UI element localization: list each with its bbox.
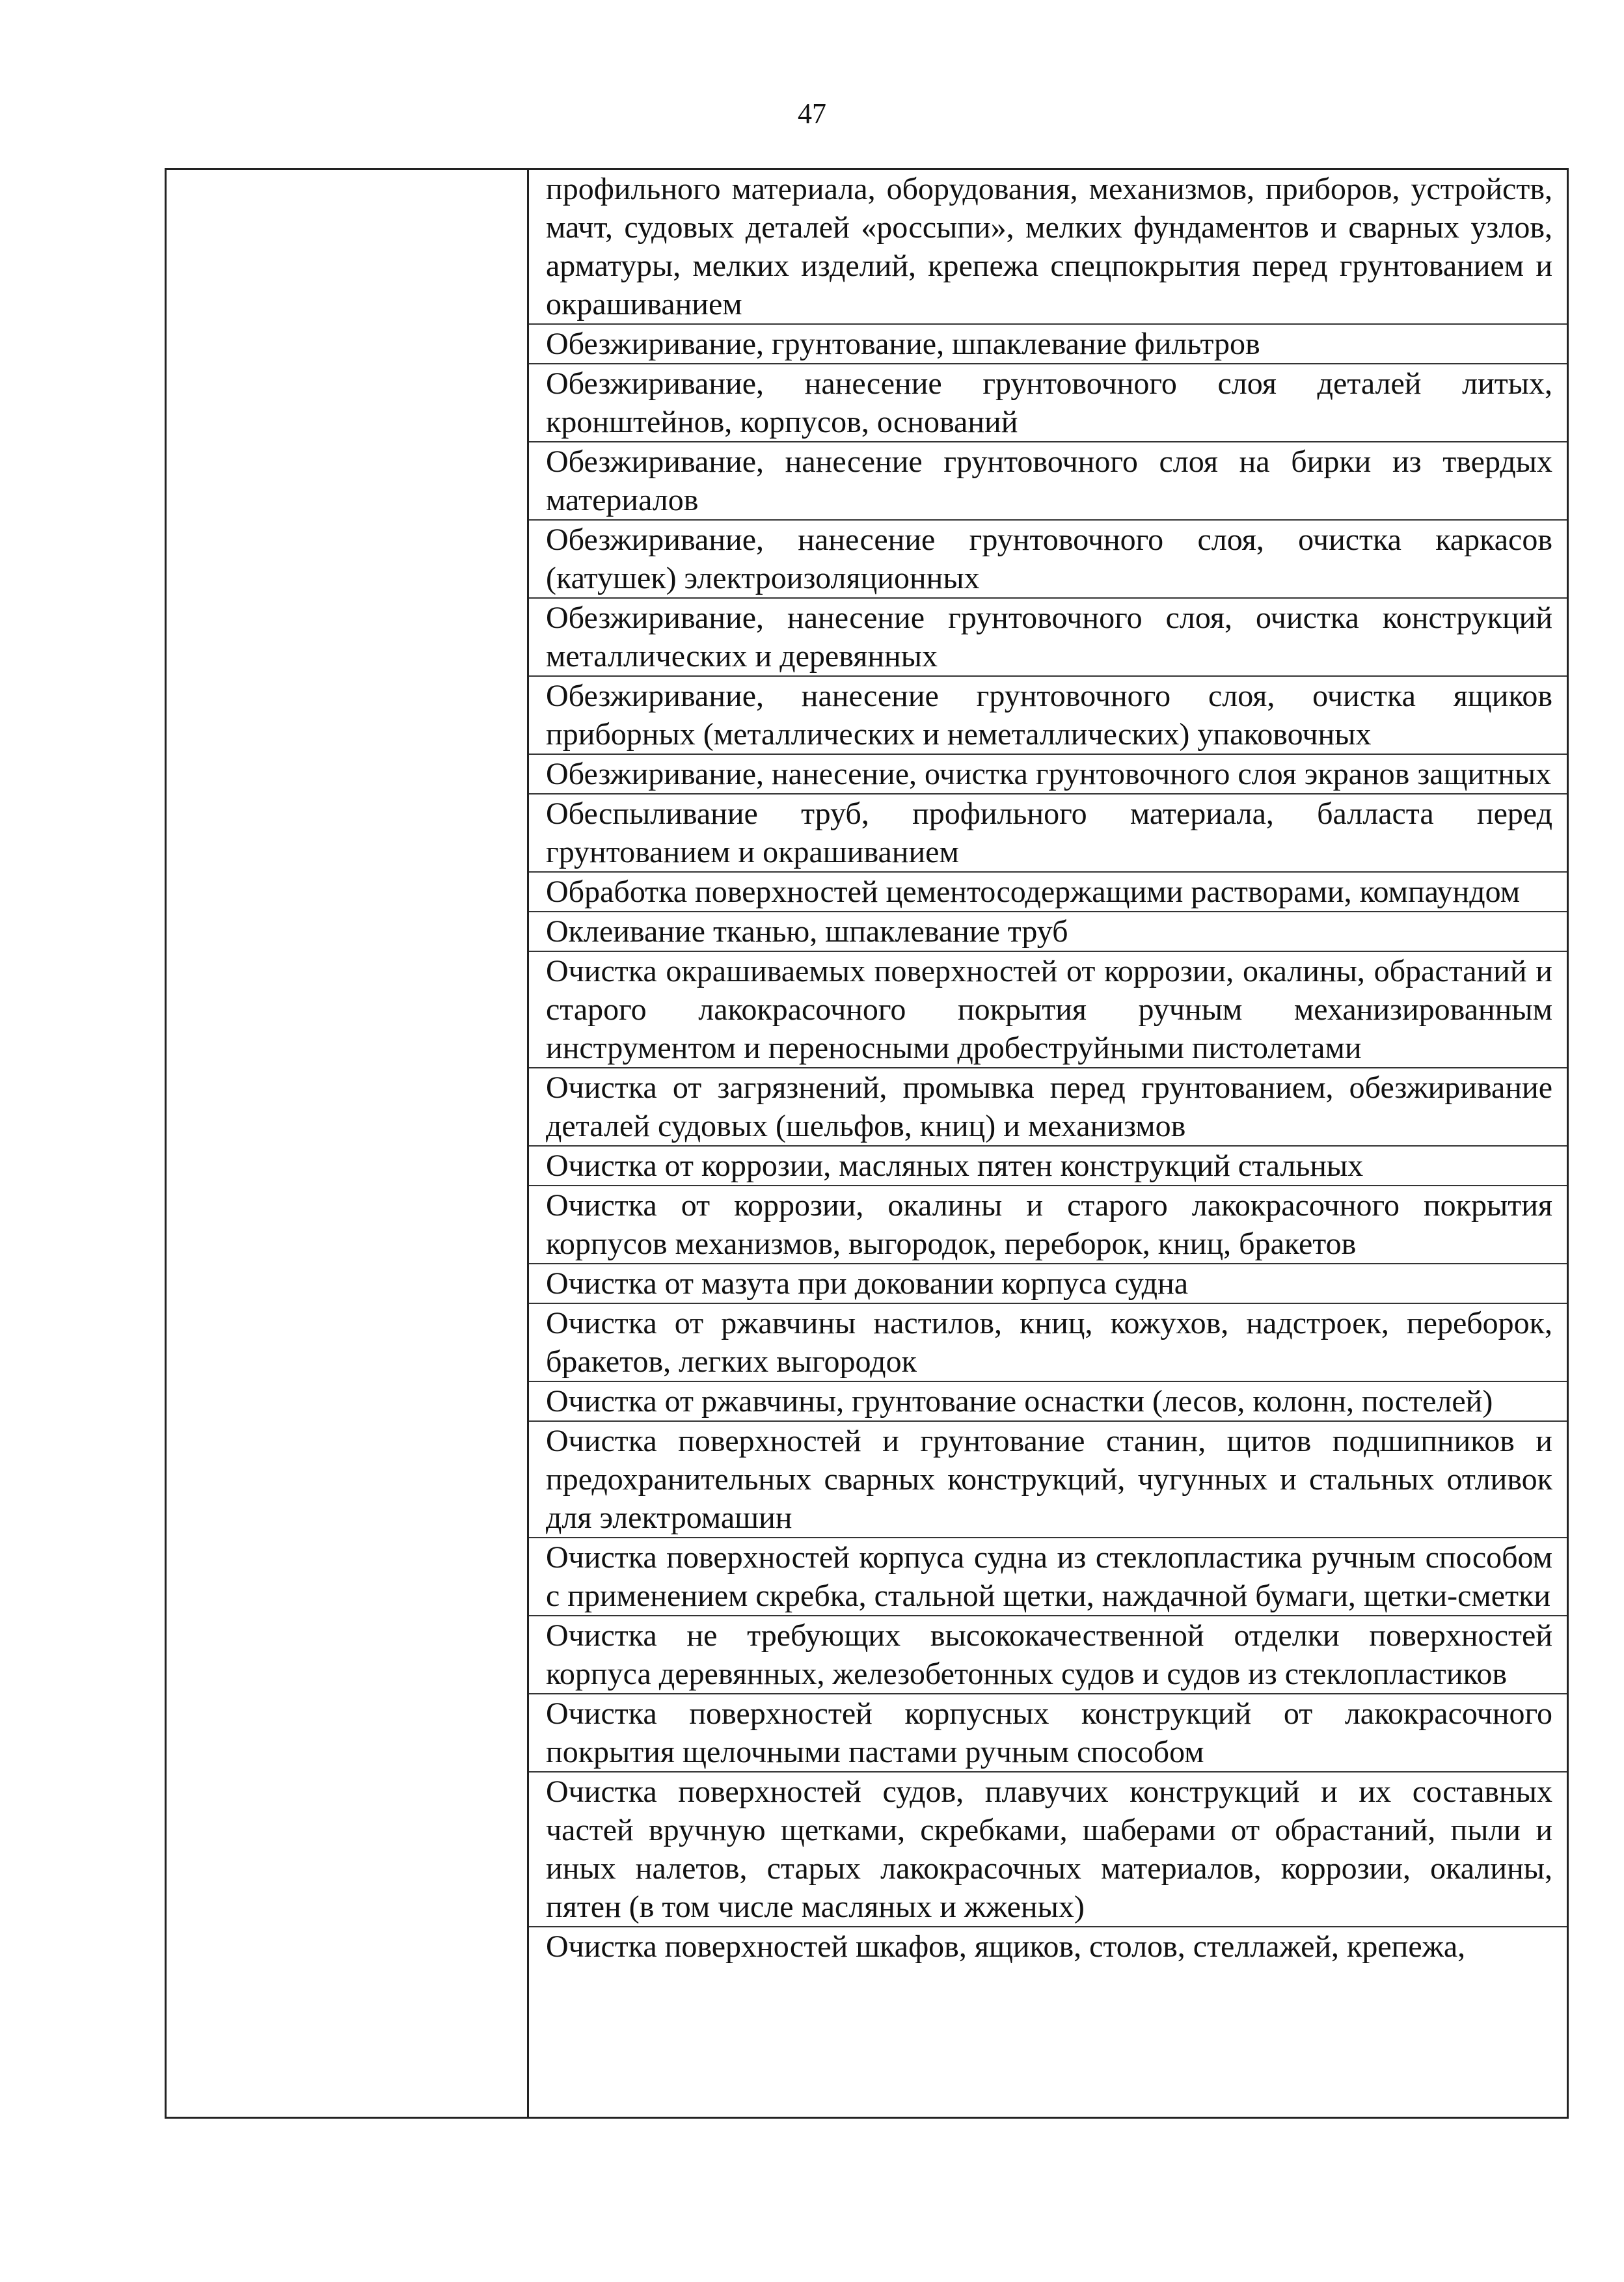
table-row bbox=[529, 873, 1567, 912]
table-row bbox=[529, 364, 1567, 442]
row-text: Очистка поверхностей судов, плавучих конструкций и их составных частей вручную щетками, скребками, шаберами от обрастаний, пыли и иных налетов, старых лакокрасочных материалов, коррозии, окалины, пятен (в том числе масляных и жженых) bbox=[546, 1774, 1552, 1924]
table-row bbox=[529, 170, 1567, 325]
table-row bbox=[529, 1538, 1567, 1616]
row-text: Очистка окрашиваемых поверхностей от коррозии, окалины, обрастаний и старого лакокрасочного покрытия ручным механизированным инструментом и переносными дробеструйными пистолетами bbox=[546, 954, 1552, 1065]
table-row bbox=[529, 1304, 1567, 1382]
table-row bbox=[529, 599, 1567, 677]
row-text: Очистка от мазута при доковании корпуса судна bbox=[546, 1266, 1189, 1301]
row-text: Очистка от коррозии, окалины и старого лакокрасочного покрытия корпусов механизмов, выгородок, переборок, книц, бракетов bbox=[546, 1188, 1552, 1261]
table-row bbox=[529, 1773, 1567, 1927]
row-text: Обезжиривание, грунтование, шпаклевание фильтров bbox=[546, 327, 1260, 361]
row-text: Очистка поверхностей корпусных конструкций от лакокрасочного покрытия щелочными пастами ручным способом bbox=[546, 1696, 1552, 1769]
table-row bbox=[529, 912, 1567, 952]
table-left-column bbox=[167, 170, 529, 2117]
table-row bbox=[529, 521, 1567, 599]
work-types-table bbox=[165, 168, 1569, 2119]
table-row bbox=[529, 952, 1567, 1068]
row-text: Оклеивание тканью, шпаклевание труб bbox=[546, 914, 1068, 949]
row-text: Очистка поверхностей и грунтование станин, щитов подшипников и предохранительных сварных конструкций, чугунных и стальных отливок для электромашин bbox=[546, 1424, 1552, 1535]
row-text: Очистка от ржавчины, грунтование оснастки (лесов, колонн, постелей) bbox=[546, 1384, 1493, 1419]
row-text: профильного материала, оборудования, механизмов, приборов, устройств, мачт, судовых деталей «россыпи», мелких фундаментов и сварных узлов, арматуры, мелких изделий, крепежа спецпокрытия перед грунтованием и окрашиванием bbox=[546, 172, 1552, 321]
table-row bbox=[529, 1147, 1567, 1186]
table-row bbox=[529, 442, 1567, 521]
table-row bbox=[529, 1382, 1567, 1422]
row-text: Очистка от ржавчины настилов, книц, кожухов, надстроек, переборок, бракетов, легких выгородок bbox=[546, 1306, 1552, 1379]
row-text: Обработка поверхностей цементосодержащими растворами, компаундом bbox=[546, 875, 1521, 909]
row-text: Очистка от загрязнений, промывка перед грунтованием, обезжиривание деталей судовых (шельфов, книц) и механизмов bbox=[546, 1070, 1552, 1143]
row-text: Обезжиривание, нанесение грунтовочного слоя деталей литых, кронштейнов, корпусов, оснований bbox=[546, 366, 1552, 439]
table-row bbox=[529, 1422, 1567, 1538]
table-row bbox=[529, 1186, 1567, 1264]
table-row bbox=[529, 1068, 1567, 1147]
row-text: Обеспыливание труб, профильного материала, балласта перед грунтованием и окрашиванием bbox=[546, 796, 1552, 869]
table-row bbox=[529, 1694, 1567, 1773]
table-row bbox=[529, 755, 1567, 795]
row-text: Очистка поверхностей шкафов, ящиков, столов, стеллажей, крепежа, bbox=[546, 1929, 1466, 1964]
table-row bbox=[529, 795, 1567, 873]
table-right-column bbox=[529, 170, 1567, 2117]
row-text: Обезжиривание, нанесение грунтовочного слоя, очистка каркасов (катушек) электроизоляционных bbox=[546, 523, 1552, 595]
table-row bbox=[529, 1264, 1567, 1304]
table-row bbox=[529, 1927, 1567, 1966]
table-row bbox=[529, 325, 1567, 364]
row-text: Обезжиривание, нанесение грунтовочного слоя, очистка конструкций металлических и деревянных bbox=[546, 601, 1552, 673]
row-text: Очистка от коррозии, масляных пятен конструкций стальных bbox=[546, 1148, 1364, 1183]
table-row bbox=[529, 677, 1567, 755]
row-text: Обезжиривание, нанесение, очистка грунтовочного слоя экранов защитных bbox=[546, 757, 1552, 791]
row-text: Обезжиривание, нанесение грунтовочного слоя на бирки из твердых материалов bbox=[546, 444, 1552, 517]
row-text: Очистка поверхностей корпуса судна из стеклопластика ручным способом с применением скребка, стальной щетки, наждачной бумаги, щетки-сметки bbox=[546, 1540, 1552, 1613]
row-text: Очистка не требующих высококачественной отделки поверхностей корпуса деревянных, железобетонных судов и судов из стеклопластиков bbox=[546, 1618, 1552, 1691]
row-text: Обезжиривание, нанесение грунтовочного слоя, очистка ящиков приборных (металлических и неметаллических) упаковочных bbox=[546, 679, 1552, 752]
page-number: 47 bbox=[798, 98, 826, 129]
table-row bbox=[529, 1616, 1567, 1694]
